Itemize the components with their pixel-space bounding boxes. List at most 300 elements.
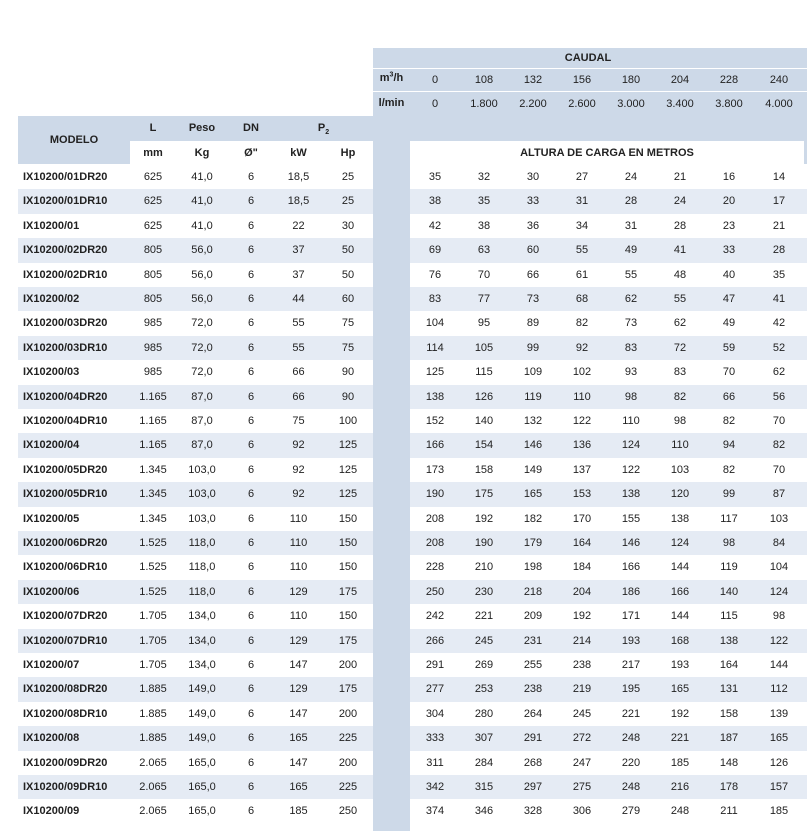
kw-cell: 110 xyxy=(289,537,308,549)
model-cell: IX10200/04DR10 xyxy=(23,415,108,427)
head-cell: 192 xyxy=(572,610,592,623)
length-cell: 1.345 xyxy=(139,488,167,501)
length-cell: 1.705 xyxy=(139,659,167,671)
length-cell: 1.885 xyxy=(139,732,167,745)
head-cell: 93 xyxy=(624,366,638,379)
head-cell: 166 xyxy=(670,585,690,598)
model-cell: IX10200/09DR10 xyxy=(23,781,108,793)
head-cell: 280 xyxy=(474,707,494,720)
head-cell: 17 xyxy=(772,195,786,208)
head-cell: 186 xyxy=(621,585,641,598)
peso-header: Peso xyxy=(188,122,216,134)
head-cell: 109 xyxy=(523,366,543,379)
head-cell: 41 xyxy=(673,244,687,257)
head-cell: 268 xyxy=(523,756,543,769)
hp-cell: 50 xyxy=(341,268,355,281)
flow-m3h-value: 180 xyxy=(621,74,641,86)
head-cell: 192 xyxy=(670,707,690,720)
dn-cell: 6 xyxy=(247,781,255,793)
head-cell: 114 xyxy=(426,341,444,354)
head-cell: 255 xyxy=(523,659,543,671)
head-cell: 31 xyxy=(624,219,638,232)
kw-cell: 55 xyxy=(292,317,305,330)
hp-cell: 125 xyxy=(338,463,358,476)
modelo-header: MODELO xyxy=(49,134,99,146)
kw-cell: 22 xyxy=(292,219,305,232)
model-cell: IX10200/07DR10 xyxy=(23,634,108,647)
weight-cell: 165,0 xyxy=(188,805,216,818)
kw-cell: 165 xyxy=(289,732,308,745)
head-cell: 115 xyxy=(720,610,738,623)
kw-cell: 75 xyxy=(292,415,305,427)
head-cell: 149 xyxy=(523,463,543,476)
head-cell: 144 xyxy=(670,561,690,574)
head-cell: 23 xyxy=(722,219,736,232)
head-cell: 214 xyxy=(572,634,592,647)
head-cell: 307 xyxy=(474,732,494,745)
head-cell: 178 xyxy=(719,781,739,793)
model-cell: IX10200/03DR10 xyxy=(23,341,108,354)
head-cell: 311 xyxy=(426,756,444,769)
head-cell: 112 xyxy=(770,683,788,696)
head-cell: 158 xyxy=(719,707,739,720)
head-cell: 144 xyxy=(670,610,690,623)
head-cell: 82 xyxy=(722,463,736,476)
weight-cell: 149,0 xyxy=(188,732,216,745)
head-cell: 98 xyxy=(772,610,786,623)
lmin-label: l/min xyxy=(378,97,405,109)
head-cell: 59 xyxy=(722,341,736,354)
head-cell: 124 xyxy=(621,439,641,452)
kw-cell: 66 xyxy=(292,366,305,379)
head-cell: 211 xyxy=(720,805,738,818)
kw-cell: 165 xyxy=(289,781,308,793)
kw-cell: 110 xyxy=(289,512,308,525)
head-cell: 179 xyxy=(523,537,543,549)
hp-cell: 50 xyxy=(341,244,355,257)
head-cell: 266 xyxy=(425,634,445,647)
l-header: L xyxy=(149,122,157,134)
dn-cell: 6 xyxy=(247,244,255,257)
hp-cell: 25 xyxy=(341,171,355,183)
head-cell: 248 xyxy=(670,805,690,818)
head-cell: 165 xyxy=(769,732,789,745)
head-cell: 41 xyxy=(772,293,786,305)
head-cell: 291 xyxy=(425,659,445,671)
head-cell: 157 xyxy=(769,781,789,793)
head-cell: 279 xyxy=(621,805,641,818)
hp-cell: 200 xyxy=(338,756,358,769)
head-cell: 171 xyxy=(621,610,641,623)
weight-cell: 72,0 xyxy=(191,317,213,330)
head-cell: 38 xyxy=(477,219,491,232)
head-cell: 158 xyxy=(474,463,494,476)
head-cell: 248 xyxy=(621,781,641,793)
length-cell: 1.165 xyxy=(139,415,167,427)
head-cell: 168 xyxy=(670,634,690,647)
head-cell: 315 xyxy=(474,781,494,793)
length-cell: 625 xyxy=(143,171,163,183)
head-cell: 16 xyxy=(722,171,736,183)
head-cell: 32 xyxy=(477,171,491,183)
weight-cell: 72,0 xyxy=(191,366,213,379)
head-cell: 62 xyxy=(673,317,687,330)
head-cell: 102 xyxy=(572,366,592,379)
kg-unit: Kg xyxy=(194,147,210,159)
head-cell: 119 xyxy=(524,390,542,403)
head-cell: 120 xyxy=(670,488,690,501)
length-cell: 1.525 xyxy=(139,585,167,598)
weight-cell: 41,0 xyxy=(191,195,213,208)
model-cell: IX10200/02 xyxy=(23,293,80,305)
head-cell: 98 xyxy=(624,390,638,403)
model-cell: IX10200/08DR20 xyxy=(23,683,108,696)
head-cell: 119 xyxy=(720,561,738,574)
length-cell: 1.345 xyxy=(139,463,167,476)
head-cell: 70 xyxy=(772,415,786,427)
head-cell: 117 xyxy=(720,512,738,525)
head-cell: 220 xyxy=(621,756,641,769)
length-cell: 625 xyxy=(143,195,163,208)
head-cell: 173 xyxy=(425,463,445,476)
dn-cell: 6 xyxy=(247,732,255,745)
model-cell: IX10200/09DR20 xyxy=(23,756,108,769)
model-cell: IX10200/06DR20 xyxy=(23,537,108,549)
hp-cell: 75 xyxy=(341,341,355,354)
altura-label: ALTURA DE CARGA EN METROS xyxy=(520,147,694,159)
head-cell: 103 xyxy=(670,463,690,476)
flow-m3h-value: 156 xyxy=(572,74,592,86)
head-cell: 66 xyxy=(722,390,736,403)
weight-cell: 149,0 xyxy=(188,683,216,696)
model-cell: IX10200/02DR10 xyxy=(23,268,108,281)
head-cell: 342 xyxy=(425,781,445,793)
head-cell: 132 xyxy=(523,415,543,427)
flow-lmin-value: 4.000 xyxy=(765,98,793,110)
model-cell: IX10200/01DR10 xyxy=(23,195,108,208)
model-cell: IX10200/01 xyxy=(23,219,80,232)
head-cell: 152 xyxy=(425,415,445,427)
head-cell: 165 xyxy=(523,488,543,501)
model-cell: IX10200/07DR20 xyxy=(23,610,108,623)
head-cell: 164 xyxy=(719,659,739,671)
head-cell: 217 xyxy=(621,659,641,671)
head-cell: 306 xyxy=(572,805,592,818)
head-cell: 195 xyxy=(621,683,641,696)
head-cell: 83 xyxy=(673,366,687,379)
head-cell: 28 xyxy=(772,244,786,257)
head-cell: 137 xyxy=(572,463,592,476)
head-cell: 28 xyxy=(624,195,638,208)
head-cell: 30 xyxy=(526,171,540,183)
head-cell: 124 xyxy=(769,585,789,598)
head-cell: 248 xyxy=(621,732,641,745)
kw-cell: 147 xyxy=(289,756,308,769)
head-cell: 28 xyxy=(673,219,687,232)
head-cell: 40 xyxy=(722,268,736,281)
weight-cell: 87,0 xyxy=(191,390,213,403)
head-cell: 62 xyxy=(772,366,786,379)
head-cell: 126 xyxy=(769,756,789,769)
caudal-divider-1 xyxy=(373,68,807,69)
head-cell: 104 xyxy=(425,317,445,330)
dn-cell: 6 xyxy=(247,439,255,452)
weight-cell: 149,0 xyxy=(188,707,216,720)
head-cell: 99 xyxy=(526,341,540,354)
dn-cell: 6 xyxy=(247,610,255,623)
hp-cell: 150 xyxy=(338,610,358,623)
length-cell: 1.705 xyxy=(139,634,167,647)
head-cell: 52 xyxy=(772,341,786,354)
head-cell: 76 xyxy=(428,268,442,281)
head-cell: 221 xyxy=(621,707,641,720)
head-cell: 122 xyxy=(572,415,592,427)
head-cell: 219 xyxy=(572,683,592,696)
head-cell: 136 xyxy=(572,439,592,452)
head-cell: 36 xyxy=(526,219,540,232)
kw-cell: 37 xyxy=(292,244,305,257)
head-cell: 61 xyxy=(575,268,589,281)
weight-cell: 56,0 xyxy=(191,244,213,257)
head-cell: 304 xyxy=(425,707,445,720)
dn-cell: 6 xyxy=(247,561,255,574)
kw-cell: 44 xyxy=(292,293,305,305)
head-cell: 31 xyxy=(575,195,589,208)
length-cell: 2.065 xyxy=(139,805,167,818)
dn-cell: 6 xyxy=(247,683,255,696)
head-cell: 122 xyxy=(621,463,641,476)
flow-lmin-value: 2.200 xyxy=(519,98,547,110)
head-cell: 35 xyxy=(428,171,442,183)
hp-cell: 125 xyxy=(338,439,358,452)
head-cell: 247 xyxy=(572,756,592,769)
head-cell: 92 xyxy=(575,341,589,354)
head-cell: 272 xyxy=(572,732,592,745)
head-cell: 47 xyxy=(722,293,736,305)
head-cell: 238 xyxy=(523,683,543,696)
head-cell: 82 xyxy=(772,439,786,452)
length-cell: 2.065 xyxy=(139,756,167,769)
hp-cell: 225 xyxy=(338,781,358,793)
weight-cell: 56,0 xyxy=(191,293,213,305)
head-cell: 164 xyxy=(572,537,592,549)
head-cell: 155 xyxy=(621,512,641,525)
dn-cell: 6 xyxy=(247,366,255,379)
head-cell: 49 xyxy=(722,317,736,330)
head-cell: 333 xyxy=(425,732,445,745)
head-cell: 187 xyxy=(719,732,739,745)
weight-cell: 87,0 xyxy=(191,415,213,427)
head-cell: 38 xyxy=(428,195,442,208)
head-cell: 98 xyxy=(673,415,687,427)
weight-cell: 103,0 xyxy=(188,488,216,501)
head-cell: 231 xyxy=(523,634,543,647)
head-cell: 125 xyxy=(425,366,445,379)
head-cell: 190 xyxy=(474,537,494,549)
hp-cell: 150 xyxy=(338,512,358,525)
dn-cell: 6 xyxy=(247,512,255,525)
hp-cell: 175 xyxy=(338,634,358,647)
head-cell: 48 xyxy=(673,268,687,281)
head-cell: 82 xyxy=(673,390,687,403)
head-cell: 63 xyxy=(477,244,491,257)
head-cell: 328 xyxy=(523,805,543,818)
model-cell: IX10200/04 xyxy=(23,439,80,452)
head-cell: 193 xyxy=(621,634,641,647)
head-cell: 34 xyxy=(575,219,589,232)
head-cell: 166 xyxy=(425,439,445,452)
flow-m3h-value: 108 xyxy=(474,74,494,86)
head-cell: 184 xyxy=(572,561,592,574)
model-cell: IX10200/08 xyxy=(23,732,80,745)
head-cell: 82 xyxy=(575,317,589,330)
dn-cell: 6 xyxy=(247,171,255,183)
head-cell: 138 xyxy=(670,512,690,525)
head-cell: 110 xyxy=(573,390,591,403)
model-cell: IX10200/05DR10 xyxy=(23,488,108,501)
head-cell: 104 xyxy=(769,561,789,574)
head-cell: 87 xyxy=(772,488,786,501)
dn-cell: 6 xyxy=(247,537,255,549)
head-cell: 126 xyxy=(474,390,494,403)
kw-cell: 92 xyxy=(292,488,305,501)
head-cell: 24 xyxy=(673,195,687,208)
head-cell: 146 xyxy=(621,537,641,549)
flow-lmin-value: 3.800 xyxy=(715,98,743,110)
hp-cell: 125 xyxy=(338,488,358,501)
head-cell: 198 xyxy=(523,561,543,574)
kw-cell: 129 xyxy=(289,683,308,696)
head-cell: 148 xyxy=(719,756,739,769)
model-cell: IX10200/08DR10 xyxy=(23,707,108,720)
dn-cell: 6 xyxy=(247,756,255,769)
length-cell: 985 xyxy=(143,366,163,379)
head-cell: 277 xyxy=(425,683,445,696)
kw-cell: 55 xyxy=(292,341,305,354)
flow-lmin-value: 3.400 xyxy=(666,98,694,110)
head-cell: 228 xyxy=(425,561,445,574)
dn-cell: 6 xyxy=(247,659,255,671)
hp-cell: 30 xyxy=(341,219,355,232)
weight-cell: 118,0 xyxy=(188,561,216,574)
head-cell: 170 xyxy=(572,512,592,525)
dn-cell: 6 xyxy=(247,805,255,818)
length-cell: 2.065 xyxy=(139,781,167,793)
head-cell: 70 xyxy=(477,268,491,281)
p2-header: $P_2$ xyxy=(317,122,330,137)
head-cell: 165 xyxy=(670,683,690,696)
head-cell: 275 xyxy=(572,781,592,793)
head-cell: 73 xyxy=(526,293,540,305)
head-cell: 185 xyxy=(769,805,789,818)
head-cell: 175 xyxy=(474,488,494,501)
head-cell: 95 xyxy=(477,317,491,330)
head-cell: 190 xyxy=(425,488,445,501)
kw-cell: 147 xyxy=(289,659,308,671)
dn-cell: 6 xyxy=(247,634,255,647)
model-cell: IX10200/05DR20 xyxy=(23,463,108,476)
weight-cell: 41,0 xyxy=(191,219,213,232)
head-cell: 35 xyxy=(477,195,491,208)
head-cell: 42 xyxy=(428,219,442,232)
head-cell: 55 xyxy=(575,244,589,257)
length-cell: 1.885 xyxy=(139,707,167,720)
head-cell: 35 xyxy=(772,268,786,281)
dn-cell: 6 xyxy=(247,463,255,476)
model-cell: IX10200/03 xyxy=(23,366,80,379)
head-cell: 297 xyxy=(523,781,543,793)
length-cell: 625 xyxy=(143,219,163,232)
flow-m3h-value: 204 xyxy=(670,74,690,86)
head-cell: 21 xyxy=(673,171,687,183)
kw-cell: 92 xyxy=(292,463,305,476)
head-cell: 21 xyxy=(772,219,786,232)
head-cell: 77 xyxy=(477,293,491,305)
head-cell: 60 xyxy=(526,244,540,257)
hp-cell: 150 xyxy=(338,537,358,549)
length-cell: 1.525 xyxy=(139,537,167,549)
flow-m3h-value: 0 xyxy=(431,74,439,86)
dn-header: DN xyxy=(243,122,259,134)
head-cell: 210 xyxy=(474,561,494,574)
flow-lmin-value: 0 xyxy=(431,98,439,110)
dn-cell: 6 xyxy=(247,415,255,427)
weight-cell: 103,0 xyxy=(188,463,216,476)
head-cell: 122 xyxy=(769,634,789,647)
head-cell: 139 xyxy=(769,707,789,720)
head-cell: 216 xyxy=(670,781,690,793)
hp-cell: 90 xyxy=(341,390,355,403)
head-cell: 238 xyxy=(572,659,592,671)
head-cell: 94 xyxy=(722,439,736,452)
weight-cell: 87,0 xyxy=(191,439,213,452)
hp-cell: 200 xyxy=(338,659,358,671)
head-cell: 103 xyxy=(769,512,789,525)
kw-cell: 147 xyxy=(289,707,308,720)
model-cell: IX10200/09 xyxy=(23,805,80,818)
head-cell: 138 xyxy=(719,634,739,647)
kw-cell: 18,5 xyxy=(287,195,310,208)
kw-cell: 37 xyxy=(292,268,305,281)
kw-cell: 18,5 xyxy=(287,171,310,183)
weight-cell: 103,0 xyxy=(188,512,216,525)
head-cell: 70 xyxy=(722,366,736,379)
head-cell: 84 xyxy=(772,537,786,549)
head-cell: 245 xyxy=(572,707,592,720)
head-cell: 140 xyxy=(719,585,739,598)
head-cell: 146 xyxy=(523,439,543,452)
flow-lmin-value: 2.600 xyxy=(568,98,596,110)
model-cell: IX10200/06 xyxy=(23,585,80,598)
hp-cell: 250 xyxy=(338,805,358,818)
weight-cell: 41,0 xyxy=(191,171,213,183)
model-cell: IX10200/05 xyxy=(23,512,80,525)
kw-cell: 92 xyxy=(292,439,305,452)
head-cell: 208 xyxy=(425,537,445,549)
kw-cell: 110 xyxy=(289,610,308,623)
flow-m3h-value: 240 xyxy=(769,74,789,86)
head-cell: 154 xyxy=(474,439,494,452)
head-cell: 182 xyxy=(523,512,543,525)
head-cell: 89 xyxy=(526,317,540,330)
head-cell: 56 xyxy=(772,390,786,403)
length-cell: 1.705 xyxy=(139,610,167,623)
flow-m3h-value: 228 xyxy=(719,74,739,86)
head-cell: 153 xyxy=(572,488,592,501)
head-cell: 284 xyxy=(474,756,494,769)
head-cell: 69 xyxy=(428,244,442,257)
m3h-label: $m^3/h$ xyxy=(379,71,404,84)
